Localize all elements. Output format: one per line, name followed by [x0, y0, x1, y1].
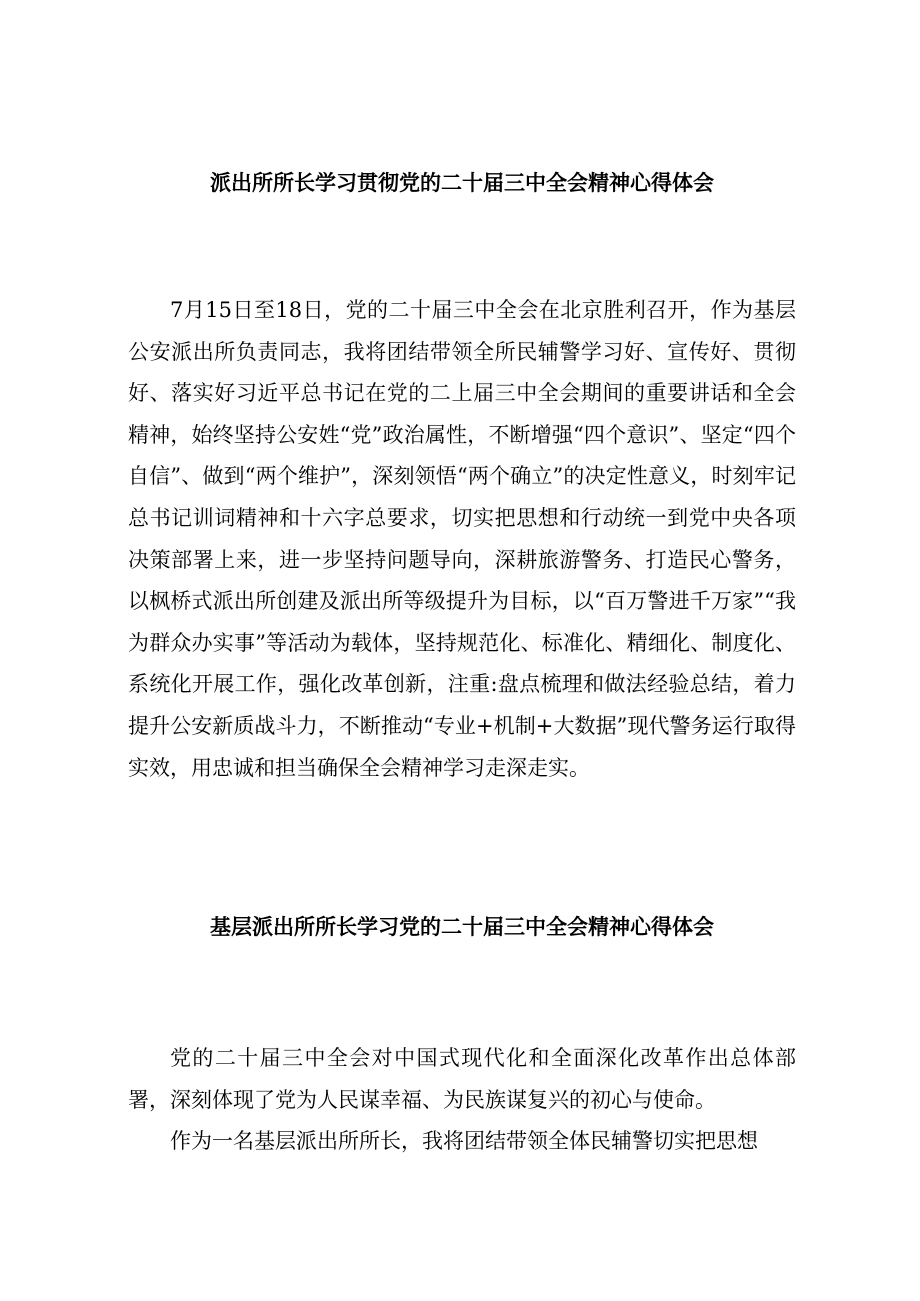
section-2-body: [128, 1038, 796, 1163]
section-1-paragraph-1: 7月15日至18日，党的二十届三中全会在北京胜利召开，作为基层公安派出所负责同志，我将团结带领全所民辅警学习好、宣传好、贯彻好、落实好习近平总书记在党的二上届三中全会期间的重要讲话和全会精神，始终坚持公安姓“党”政治属性，不断增强“四个意识”、坚定“四个自信”、做到“两个维护”，深刻领悟“两个确立”的决定性意义，时刻牢记总书记训词精神和十六字总要求，切实把思想和行动统一到党中央各项决策部署上来，进一步坚持问题导向，深耕旅游警务、打造民心警务，以枫桥式派出所创建及派出所等级提升为目标，以“百万警进千万家”“我为群众办实事”等活动为载体，坚持规范化、标准化、精细化、制度化、系统化开展工作，强化改革创新，注重:盘点梳理和做法经验总结，着力提升公安新质战斗力，不断推动“专业+机制+大数据”现代警务运行取得实效，用忠诚和担当确保全会精神学习走深走实。: [128, 298, 796, 780]
section-2-paragraph-1: 党的二十届三中全会对中国式现代化和全面深化改革作出总体部署，深刻体现了党为人民谋幸福、为民族谋复兴的初心与使命。: [128, 1046, 796, 1112]
section-2-paragraph-2: 作为一名基层派出所所长，我将团结带领全体民辅警切实把思想: [170, 1129, 758, 1154]
document-page: [128, 0, 796, 1301]
section-1-title: 派出所所长学习贯彻党的二十届三中全会精神心得体会: [210, 171, 714, 195]
section-2-title: 基层派出所所长学习党的二十届三中全会精神心得体会: [210, 915, 714, 939]
section-1-body: [128, 290, 796, 789]
